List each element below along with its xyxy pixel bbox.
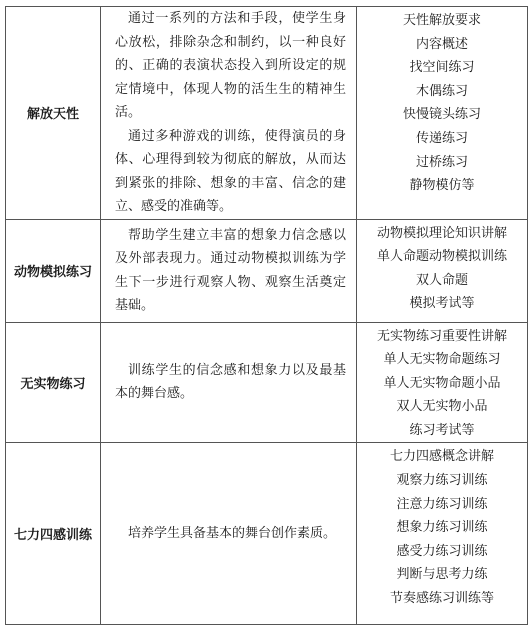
module-items (357, 7, 528, 220)
list-item: 静物模仿等 (409, 178, 475, 194)
list-item: 想象力练习训练 (396, 520, 488, 536)
module-items (357, 219, 528, 322)
module-name: 解放天性 (6, 7, 101, 220)
list-item: 模拟考试等 (409, 296, 475, 312)
list-item: 过桥练习 (415, 154, 468, 170)
list-item: 双人命题 (415, 272, 468, 288)
table-row (6, 322, 528, 443)
list-item: 天性解放要求 (402, 13, 481, 28)
list-item: 找空间练习 (409, 60, 475, 76)
curriculum-table (5, 6, 528, 625)
description-paragraph: 通过多种游戏的训练，使得演员的身体、心理得到较为彻底的解放，从而达到紧张的排除、想象的丰富、信念的建立、感受的准确等。 (115, 128, 346, 214)
list-item: 节奏感练习训练等 (389, 591, 494, 607)
list-item: 练习考试等 (409, 422, 475, 438)
list-item: 判断与思考力练 (396, 567, 488, 583)
list-item: 七力四感概念讲解 (389, 449, 494, 465)
list-item: 无实物练习重要性讲解 (376, 328, 507, 344)
module-description (101, 219, 357, 322)
description-paragraph: 帮助学生建立丰富的想象力信念感以及外部表现力。通过动物模拟训练为学生下一步进行观察人物、观察生活奠定基础。 (115, 227, 346, 313)
module-items (357, 322, 528, 443)
list-item: 内容概述 (415, 36, 468, 52)
list-item: 单人无实物命题小品 (383, 375, 501, 391)
description-paragraph: 培养学生具备基本的舞台创作素质。 (128, 526, 337, 542)
module-description (101, 322, 357, 443)
module-name: 无实物练习 (6, 322, 101, 443)
module-name: 七力四感训练 (6, 443, 101, 625)
list-item: 动物模拟理论知识讲解 (376, 225, 507, 241)
table-row (6, 219, 528, 322)
list-item: 双人无实物小品 (396, 399, 488, 415)
module-name: 动物模拟练习 (6, 219, 101, 322)
description-paragraph: 通过一系列的方法和手段，使学生身心放松，排除杂念和制约，以一种良好的、正确的表演状态投入到所设定的规定情境中，体现人物的活生生的精神生活。 (115, 11, 346, 120)
list-item: 观察力练习训练 (396, 473, 488, 489)
description-paragraph: 训练学生的信念感和想象力以及最基本的舞台感。 (115, 362, 346, 402)
module-items (357, 443, 528, 625)
list-item: 木偶练习 (415, 83, 468, 99)
table-row (6, 7, 528, 220)
module-description (101, 7, 357, 220)
list-item: 单人无实物命题练习 (383, 352, 501, 368)
list-item: 传递练习 (415, 130, 468, 146)
module-description (101, 443, 357, 625)
table-row (6, 443, 528, 625)
list-item: 注意力练习训练 (396, 496, 488, 512)
list-item: 单人命题动物模拟训练 (376, 249, 507, 265)
list-item: 感受力练习训练 (396, 543, 488, 559)
list-item: 快慢镜头练习 (402, 107, 481, 123)
